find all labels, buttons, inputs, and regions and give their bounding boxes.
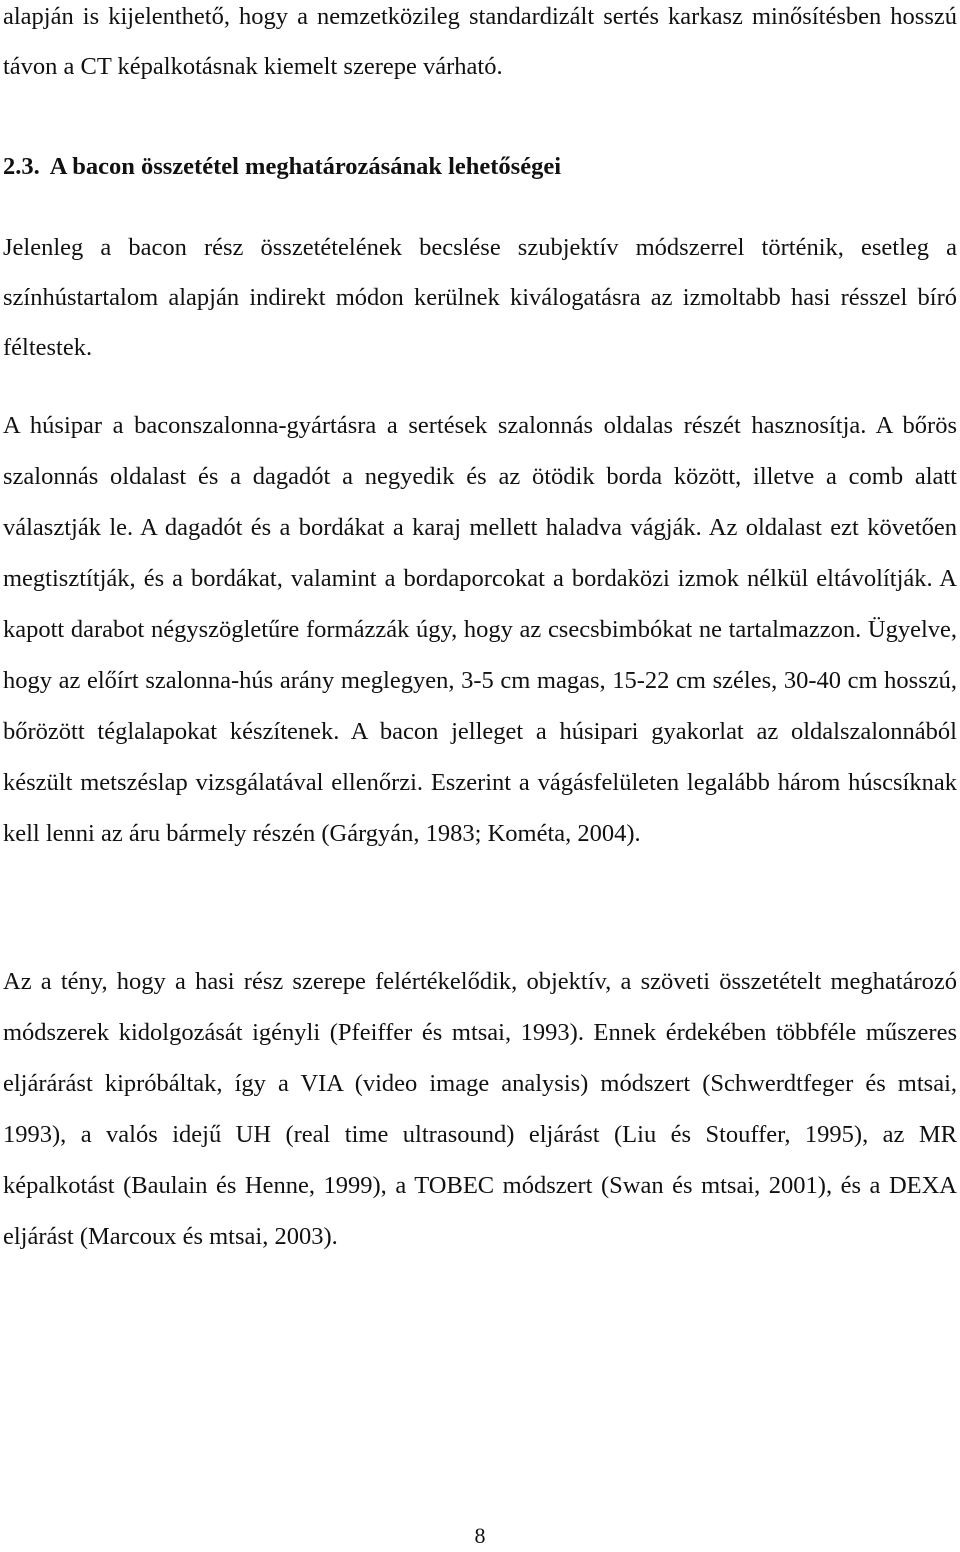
intro-paragraph: alapján is kijelenthető, hogy a nemzetközileg standardizált sertés karkasz minősítésben hosszú távon a CT képalkotásnak kiemelt szerepe várható. — [3, 3, 957, 80]
paragraph-1: Jelenleg a bacon rész összetételének becslése szubjektív módszerrel történik, esetleg a színhústartalom alapján indirekt módon kerülnek kiválogatásra az izmoltabb hasi résszel bíró féltestek. — [3, 234, 957, 361]
section-heading — [3, 142, 561, 192]
paragraph-2: A húsipar a baconszalonna-gyártásra a sertések szalonnás oldalas részét hasznosítja. A bőrös szalonnás oldalast és a dagadót a negyedik és az ötödik borda között, illetve a comb alatt választják le. A dagadót és a bordákat a karaj mellett haladva vágják. Az oldalast ezt követően megtisztítják, és a bordákat, valamint a bordaporcokat a bordaközi izmok nélkül eltávolítják. A kapott darabot négyszögletűre formázzák úgy, hogy az csecsbimbókat ne tartalmazzon. Ügyelve, hogy az előírt szalonna-hús arány meglegyen, 3-5 cm magas, 15-22 cm széles, 30-40 cm hosszú, bőrözött téglalapokat készítenek. A bacon jelleget a húsipari gyakorlat az oldalszalonnából készült metszéslap vizsgálatával ellenőrzi. Eszerint a vágásfelületen legalább három húscsíknak kell lenni az áru bármely részén (Gárgyán, 1983; Kométa, 2004). — [3, 412, 957, 847]
document-page — [3, 0, 957, 1552]
paragraph-3: Az a tény, hogy a hasi rész szerepe felértékelődik, objektív, a szöveti összetételt meghatározó módszerek kidolgozását igényli (Pfeiffer és mtsai, 1993). Ennek érdekében többféle műszeres eljárárást kipróbáltak, így a VIA (video image analysis) módszert (Schwerdtfeger és mtsai, 1993), a valós idejű UH (real time ultrasound) eljárást (Liu és Stouffer, 1995), az MR képalkotást (Baulain és Henne, 1999), a TOBEC módszert (Swan és mtsai, 2001), és a DEXA eljárást (Marcoux és mtsai, 2003). — [3, 968, 957, 1250]
section-number: 2.3. — [3, 153, 40, 180]
page-number: 8 — [474, 1523, 486, 1548]
section-title: A bacon összetétel meghatározásának lehetőségei — [49, 153, 561, 180]
